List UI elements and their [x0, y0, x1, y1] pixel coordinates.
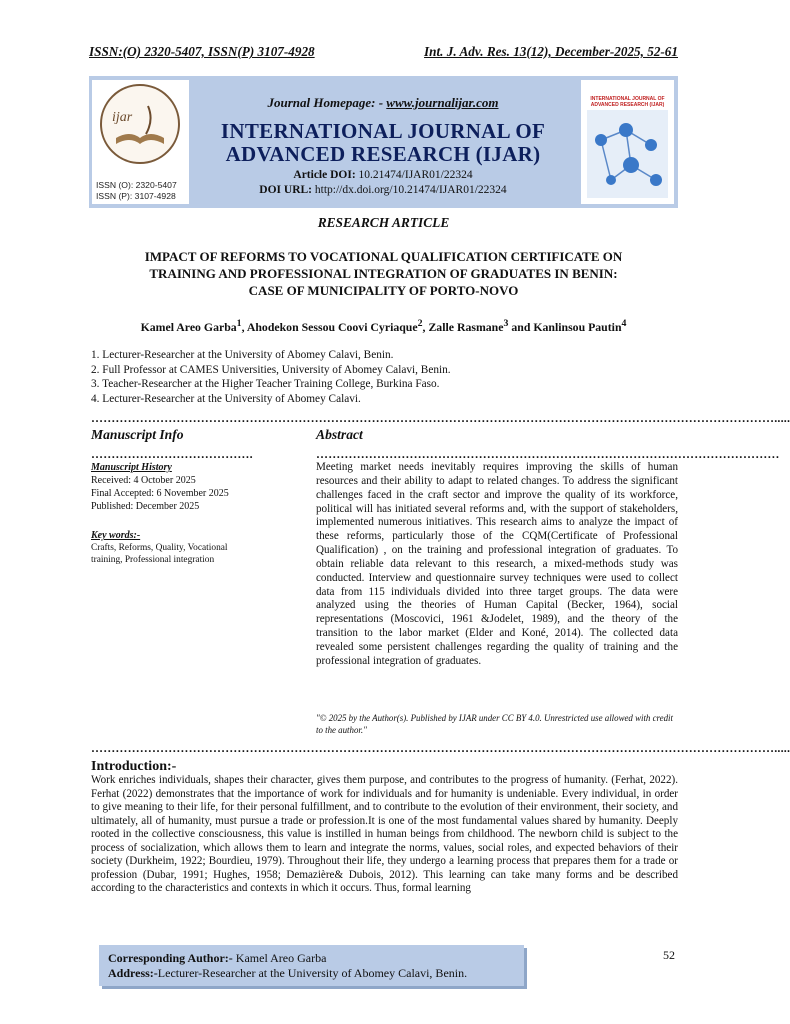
- affiliation: 4. Lecturer-Researcher at the University of Abomey Calavi.: [91, 392, 361, 405]
- author-list: Kamel Areo Garba$^1$, Ahodekon Sessou Coovi Cyriaque$^2$, Zalle Rasmane$^3$ and Kanlinsou Pautin$^4$: [140, 318, 627, 334]
- dotted-divider: ………………………………….: [91, 447, 253, 461]
- running-header: [89, 44, 678, 60]
- paper-title: IMPACT OF REFORMS TO VOCATIONAL QUALIFICATION CERTIFICATE ON TRAINING AND PROFESSIONAL INTEGRATION OF GRADUATES IN BENIN: CASE OF MUNICIPALITY OF PORTO-NOVO: [144, 249, 623, 298]
- banner-issn: ISSN (O): 2320-5407 ISSN (P): 3107-4928: [96, 180, 177, 201]
- page-number: 52: [663, 948, 675, 962]
- doi-url-link[interactable]: http://dx.doi.org/10.21474/IJAR01/22324: [314, 184, 507, 196]
- author-name: Kamel Areo Garba: [140, 319, 237, 334]
- affiliation: 3. Teacher-Researcher at the Higher Teacher Training College, Burkina Faso.: [91, 378, 440, 390]
- license-note: "© 2025 by the Author(s). Published by IJAR under CC BY 4.0. Unrestricted use allowed with credit to the author.": [316, 713, 673, 735]
- abstract-heading: Abstract: [316, 427, 363, 442]
- logo-text: ijar: [112, 110, 133, 125]
- author-name: Ahodekon Sessou Coovi Cyriaque: [246, 319, 418, 334]
- author-name: Kanlinsou Pautin: [533, 319, 622, 334]
- journal-homepage-link[interactable]: www.journalijar.com: [386, 95, 499, 110]
- abstract-text: Meeting market needs inevitably requires improving the skills of human resources and their ability to adapt to related changes. To address the significant challenges faced in the craft sector and improve the quality of its workforce, political will has initiated several reforms and, with the support of stakeholders, implemented numerous initiatives. This research aims to analyze the impact of these reforms, particularly those of the CQM(Certificate of Professional Qualification) , on the training and professional integration of graduates. To obtain reliable data relevant to this research, a mixed-methods study was conducted. Interview and questionnaire survey techniques were used to collect data from 115 individuals divided into three target groups. The data were analyzed using the theories of Human Capital (Becker, 1964), social representations (Moscovici, 1961 &Jodelet, 1989), and the theory of the transition to the labor market (Elder and Koné, 2014). The collected data revealed some persistent challenges regarding the quality of training and the professional integration of graduates.: [316, 461, 678, 667]
- affiliation: 1. Lecturer-Researcher at the University of Abomey Calavi, Benin.: [91, 349, 394, 361]
- dotted-divider: …………………………………………………………………………………………………………………………………………………….....: [91, 411, 790, 425]
- author-name: Zalle Rasmane: [428, 319, 504, 334]
- citation-header: Int. J. Adv. Res. 13(12), December-2025, 52-61: [424, 44, 678, 59]
- manuscript-info-heading: Manuscript Info: [91, 427, 184, 442]
- manuscript-info: Manuscript History Received: 4 October 2025 Final Accepted: 6 November 2025 Published: December 2025 Key words:- Crafts, Reforms, Quality, Vocational training, Professional integration: [91, 461, 301, 566]
- affiliations: [91, 348, 681, 406]
- dotted-divider: ……………………………………………………………………………………………………: [316, 447, 780, 461]
- introduction-text: Work enriches individuals, shapes their character, gives them purpose, and contributes to the progress of humanity. (Ferhat, 2022). Ferhat (2022) demonstrates that the importance of work for individuals and for humanity is undeniable. Every individual, in order to give meaning to their life, for their personal fulfillment, and to contribute to the evolution of their environment, their society, and ultimately, all of humanity, must pursue a trade or profession.It is one of the most fundamental values shared by humanity. Deeply rooted in the collective consciousness, this value is instilled in human beings from childhood. The newborn child is subject to the process of socialization, which allows them to learn and integrate the norms, values, social roles, and expected behaviors of their society (Durkheim, 1922; Bourdieu, 1979). Throughout their life, they undergo a learning process that prepares them for a trade or profession (Dubar, 1991; Hughes, 1958; Demazière& Dubois, 2012). This learning can take many forms and be described according to the characteristics and contexts in which it occurs. Thus, formal learning: [91, 774, 678, 895]
- issn-header: ISSN:(O) 2320-5407, ISSN(P) 3107-4928: [89, 44, 315, 59]
- keywords: Crafts, Reforms, Quality, Vocational training, Professional integration: [91, 543, 228, 565]
- cover-title: INTERNATIONAL JOURNAL OF ADVANCED RESEARCH (IJAR): [590, 96, 665, 108]
- journal-homepage: Journal Homepage: - www.journalijar.com: [267, 95, 499, 110]
- dotted-divider: …………………………………………………………………………………………………………………………………………………….....: [91, 741, 790, 755]
- article-type: RESEARCH ARTICLE: [317, 215, 450, 230]
- article-doi: Article DOI: 10.21474/IJAR01/22324 DOI URL: http://dx.doi.org/10.21474/IJAR01/22324: [259, 169, 507, 196]
- journal-title: INTERNATIONAL JOURNAL OF ADVANCED RESEARCH (IJAR): [220, 119, 546, 166]
- corresponding-author: Corresponding Author:- Kamel Areo Garba Address:-Lecturer-Researcher at the University of Abomey Calavi, Benin.: [108, 951, 468, 980]
- affiliation: 2. Full Professor at CAMES Universities, University of Abomey Calavi, Benin.: [91, 363, 451, 376]
- introduction-heading: Introduction:-: [91, 759, 177, 774]
